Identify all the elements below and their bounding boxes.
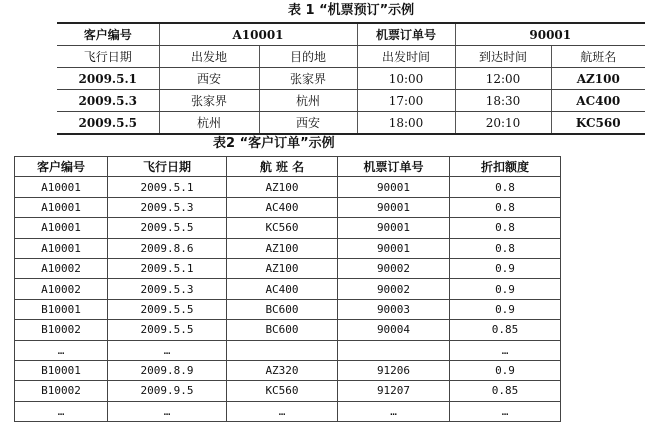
table-row [15,197,561,217]
customer-order-table [14,156,561,422]
table-cell: 2009.8.6 [108,238,227,258]
table2-caption: 表2 “客户订单”示例 [213,136,335,151]
table-cell: … [338,401,450,421]
table-cell: 0.85 [450,381,561,401]
table-cell: BC600 [227,299,338,319]
table-cell: B10002 [15,381,108,401]
table-cell: … [108,340,227,360]
table-cell: A10001 [15,238,108,258]
customer-id-value: A10001 [159,23,357,46]
table-cell: 2009.5.5 [108,320,227,340]
table-cell: 90003 [338,299,450,319]
table-cell: 杭州 [259,90,357,112]
table-cell: 2009.5.3 [108,279,227,299]
table1-info-row [57,23,645,46]
table-cell: KC560 [551,112,645,135]
table-cell: 西安 [259,112,357,135]
table1-header-cell: 航班名 [551,46,645,68]
table1-header-cell: 飞行日期 [57,46,159,68]
table-cell: 2009.8.9 [108,360,227,380]
table-cell: 2009.5.5 [108,218,227,238]
table-cell: 0.9 [450,360,561,380]
table-cell: 0.9 [450,299,561,319]
table2-header-cell: 客户编号 [15,157,108,177]
table-cell: AZ100 [227,238,338,258]
table-row [57,68,645,90]
table-cell: AZ100 [551,68,645,90]
table-cell: 张家界 [259,68,357,90]
table-cell: … [15,401,108,421]
table-cell: B10001 [15,299,108,319]
table-cell: 91207 [338,381,450,401]
customer-id-label: 客户编号 [57,23,159,46]
table1-header-cell: 到达时间 [455,46,551,68]
table1-header-cell: 出发时间 [357,46,455,68]
table-row [15,218,561,238]
table-cell: KC560 [227,381,338,401]
table-cell: 0.8 [450,238,561,258]
table-cell: … [227,401,338,421]
table2-header-row [15,157,561,177]
table-cell: 90004 [338,320,450,340]
order-number-label: 机票订单号 [357,23,455,46]
table-cell: 杭州 [159,112,259,135]
table-cell: … [450,401,561,421]
table-cell: 0.9 [450,258,561,278]
table-cell: A10002 [15,258,108,278]
table-cell: 91206 [338,360,450,380]
table1-header-cell: 目的地 [259,46,357,68]
table-row [15,299,561,319]
table-cell: BC600 [227,320,338,340]
table2-header-cell: 折扣额度 [450,157,561,177]
table-cell [338,340,450,360]
table-cell: 2009.5.3 [108,197,227,217]
table-row [57,90,645,112]
table1-header-cell: 出发地 [159,46,259,68]
table-cell: 90002 [338,258,450,278]
table-cell: AC400 [227,279,338,299]
table-cell: 18:00 [357,112,455,135]
table-cell: 2009.5.3 [57,90,159,112]
table-row [15,177,561,197]
table-cell: 2009.5.1 [108,258,227,278]
table-cell: 18:30 [455,90,551,112]
table-cell: … [15,340,108,360]
table-cell: 20:10 [455,112,551,135]
table-cell: 2009.5.5 [108,299,227,319]
table-cell: … [108,401,227,421]
table-cell: 17:00 [357,90,455,112]
table-cell: KC560 [227,218,338,238]
table-cell: 2009.5.5 [57,112,159,135]
table-cell: … [450,340,561,360]
table-cell: AZ320 [227,360,338,380]
table-cell: 90001 [338,197,450,217]
table2-header-cell: 飞行日期 [108,157,227,177]
table-cell: 西安 [159,68,259,90]
table-row [15,279,561,299]
table-cell [227,340,338,360]
table-cell: 张家界 [159,90,259,112]
table-row [15,360,561,380]
table-cell: AZ100 [227,177,338,197]
table-cell: A10001 [15,177,108,197]
table-cell: AC400 [551,90,645,112]
table-cell: B10002 [15,320,108,340]
table-cell: A10001 [15,218,108,238]
table-cell: A10001 [15,197,108,217]
table-cell: AC400 [227,197,338,217]
table2-header-cell: 航 班 名 [227,157,338,177]
table-row [15,238,561,258]
table-cell: 0.8 [450,218,561,238]
table-cell: 10:00 [357,68,455,90]
table-cell: 0.85 [450,320,561,340]
table-row [15,340,561,360]
order-number-value: 90001 [455,23,645,46]
table1-caption: 表 1 “机票预订”示例 [288,3,415,18]
table-cell: 90001 [338,218,450,238]
table-row [15,401,561,421]
table-cell: 90001 [338,177,450,197]
table-cell: 0.8 [450,197,561,217]
table-cell: 12:00 [455,68,551,90]
table-cell: 2009.9.5 [108,381,227,401]
table-cell: B10001 [15,360,108,380]
table-cell: A10002 [15,279,108,299]
table-row [15,320,561,340]
table-cell: 0.8 [450,177,561,197]
table-cell: 2009.5.1 [108,177,227,197]
table-row [15,381,561,401]
table-cell: AZ100 [227,258,338,278]
table-cell: 90001 [338,238,450,258]
table-cell: 90002 [338,279,450,299]
table2-header-cell: 机票订单号 [338,157,450,177]
table-row [15,258,561,278]
table-cell: 0.9 [450,279,561,299]
booking-table [57,22,645,135]
table-cell: 2009.5.1 [57,68,159,90]
table-row [57,112,645,135]
table1-header-row [57,46,645,68]
